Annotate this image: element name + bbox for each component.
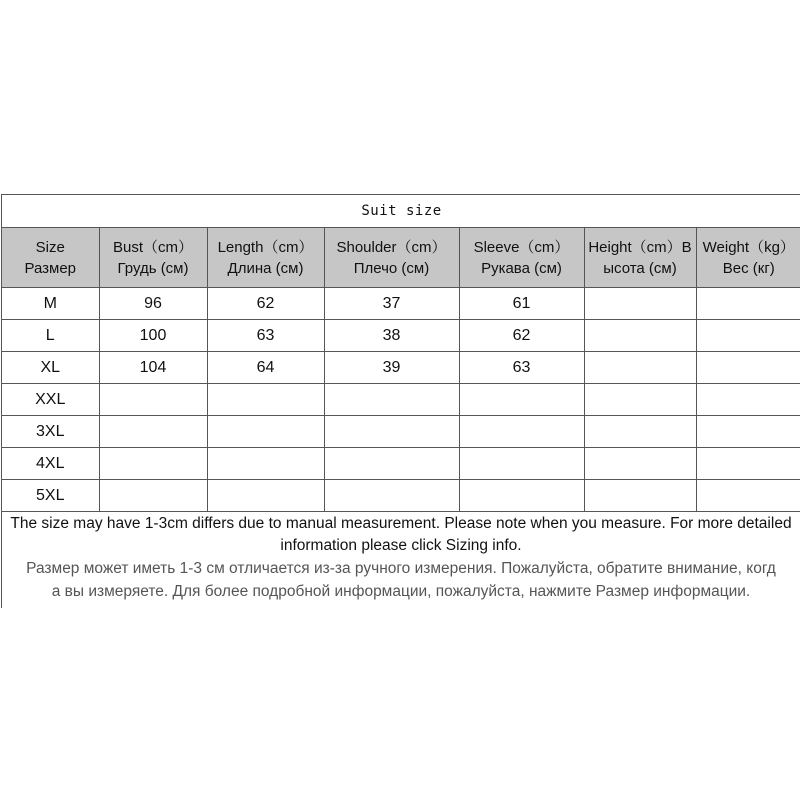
table-row xyxy=(2,448,800,480)
header-bust-ru: Грудь (см) xyxy=(117,259,189,277)
header-height-ru: ысота (см) xyxy=(603,259,677,277)
cell-height xyxy=(584,352,696,384)
header-size-en: Size xyxy=(35,238,65,256)
header-bust-en: Bust（cm） xyxy=(112,238,193,256)
note-russian-line-1: Размер может иметь 1-3 см отличается из-за ручного измерения. Пожалуйста, обратите внимание, когд xyxy=(26,560,776,577)
cell-bust xyxy=(99,448,207,480)
cell-length: 64 xyxy=(207,352,324,384)
cell-length xyxy=(207,448,324,480)
header-length-ru: Длина (см) xyxy=(227,259,304,277)
header-weight-ru: Вес (кг) xyxy=(722,259,775,277)
cell-height xyxy=(584,416,696,448)
cell-bust: 100 xyxy=(99,320,207,352)
cell-shoulder: 39 xyxy=(324,352,459,384)
cell-sleeve xyxy=(459,480,584,512)
cell-height xyxy=(584,448,696,480)
header-weight xyxy=(696,228,800,288)
cell-height xyxy=(584,288,696,320)
cell-weight xyxy=(696,320,800,352)
note-russian-line-2: а вы измеряете. Для более подробной информации, пожалуйста, нажмите Размер информации. xyxy=(51,583,751,600)
header-sleeve-en: Sleeve（cm） xyxy=(473,238,570,256)
cell-shoulder xyxy=(324,480,459,512)
table-row xyxy=(2,352,800,384)
cell-sleeve: 61 xyxy=(459,288,584,320)
cell-weight xyxy=(696,288,800,320)
header-height-en: Height（cm）В xyxy=(588,238,692,256)
cell-size: XXL xyxy=(2,384,99,416)
cell-sleeve: 63 xyxy=(459,352,584,384)
cell-size: M xyxy=(2,288,99,320)
cell-length xyxy=(207,480,324,512)
cell-weight xyxy=(696,448,800,480)
header-sleeve xyxy=(459,228,584,288)
header-size-ru: Размер xyxy=(24,259,77,277)
header-shoulder-ru: Плечо (см) xyxy=(353,259,430,277)
header-weight-en: Weight（kg） xyxy=(702,238,795,256)
cell-shoulder xyxy=(324,384,459,416)
table-row xyxy=(2,320,800,352)
table-title: Suit size xyxy=(2,195,800,228)
cell-length xyxy=(207,416,324,448)
header-shoulder-en: Shoulder（cm） xyxy=(336,238,447,256)
cell-length xyxy=(207,384,324,416)
header-length xyxy=(207,228,324,288)
cell-sleeve xyxy=(459,448,584,480)
cell-bust xyxy=(99,416,207,448)
table-row xyxy=(2,480,800,512)
header-bust xyxy=(99,228,207,288)
table-title-row xyxy=(2,195,800,228)
cell-shoulder xyxy=(324,448,459,480)
cell-size: 4XL xyxy=(2,448,99,480)
measurement-notes xyxy=(2,512,800,603)
table-row xyxy=(2,416,800,448)
cell-shoulder xyxy=(324,416,459,448)
cell-weight xyxy=(696,352,800,384)
cell-shoulder: 38 xyxy=(324,320,459,352)
note-english: The size may have 1-3cm differs due to manual measurement. Please note when you measure. For more detailed information please click Sizing info. xyxy=(10,515,792,554)
cell-weight xyxy=(696,480,800,512)
header-length-en: Length（cm） xyxy=(217,238,314,256)
cell-sleeve: 62 xyxy=(459,320,584,352)
table-row xyxy=(2,384,800,416)
cell-bust: 104 xyxy=(99,352,207,384)
header-sleeve-ru: Рукава (см) xyxy=(481,259,562,277)
size-table xyxy=(2,195,800,512)
header-shoulder xyxy=(324,228,459,288)
cell-height xyxy=(584,320,696,352)
table-row xyxy=(2,288,800,320)
header-height xyxy=(584,228,696,288)
header-size xyxy=(2,228,99,288)
cell-length: 63 xyxy=(207,320,324,352)
cell-bust: 96 xyxy=(99,288,207,320)
cell-length: 62 xyxy=(207,288,324,320)
cell-size: 5XL xyxy=(2,480,99,512)
cell-height xyxy=(584,480,696,512)
cell-size: L xyxy=(2,320,99,352)
size-chart xyxy=(1,194,800,608)
cell-sleeve xyxy=(459,416,584,448)
cell-bust xyxy=(99,384,207,416)
cell-size: 3XL xyxy=(2,416,99,448)
cell-size: XL xyxy=(2,352,99,384)
cell-bust xyxy=(99,480,207,512)
table-header-row xyxy=(2,228,800,288)
note-russian xyxy=(2,557,800,603)
cell-shoulder: 37 xyxy=(324,288,459,320)
cell-height xyxy=(584,384,696,416)
cell-weight xyxy=(696,416,800,448)
cell-weight xyxy=(696,384,800,416)
cell-sleeve xyxy=(459,384,584,416)
